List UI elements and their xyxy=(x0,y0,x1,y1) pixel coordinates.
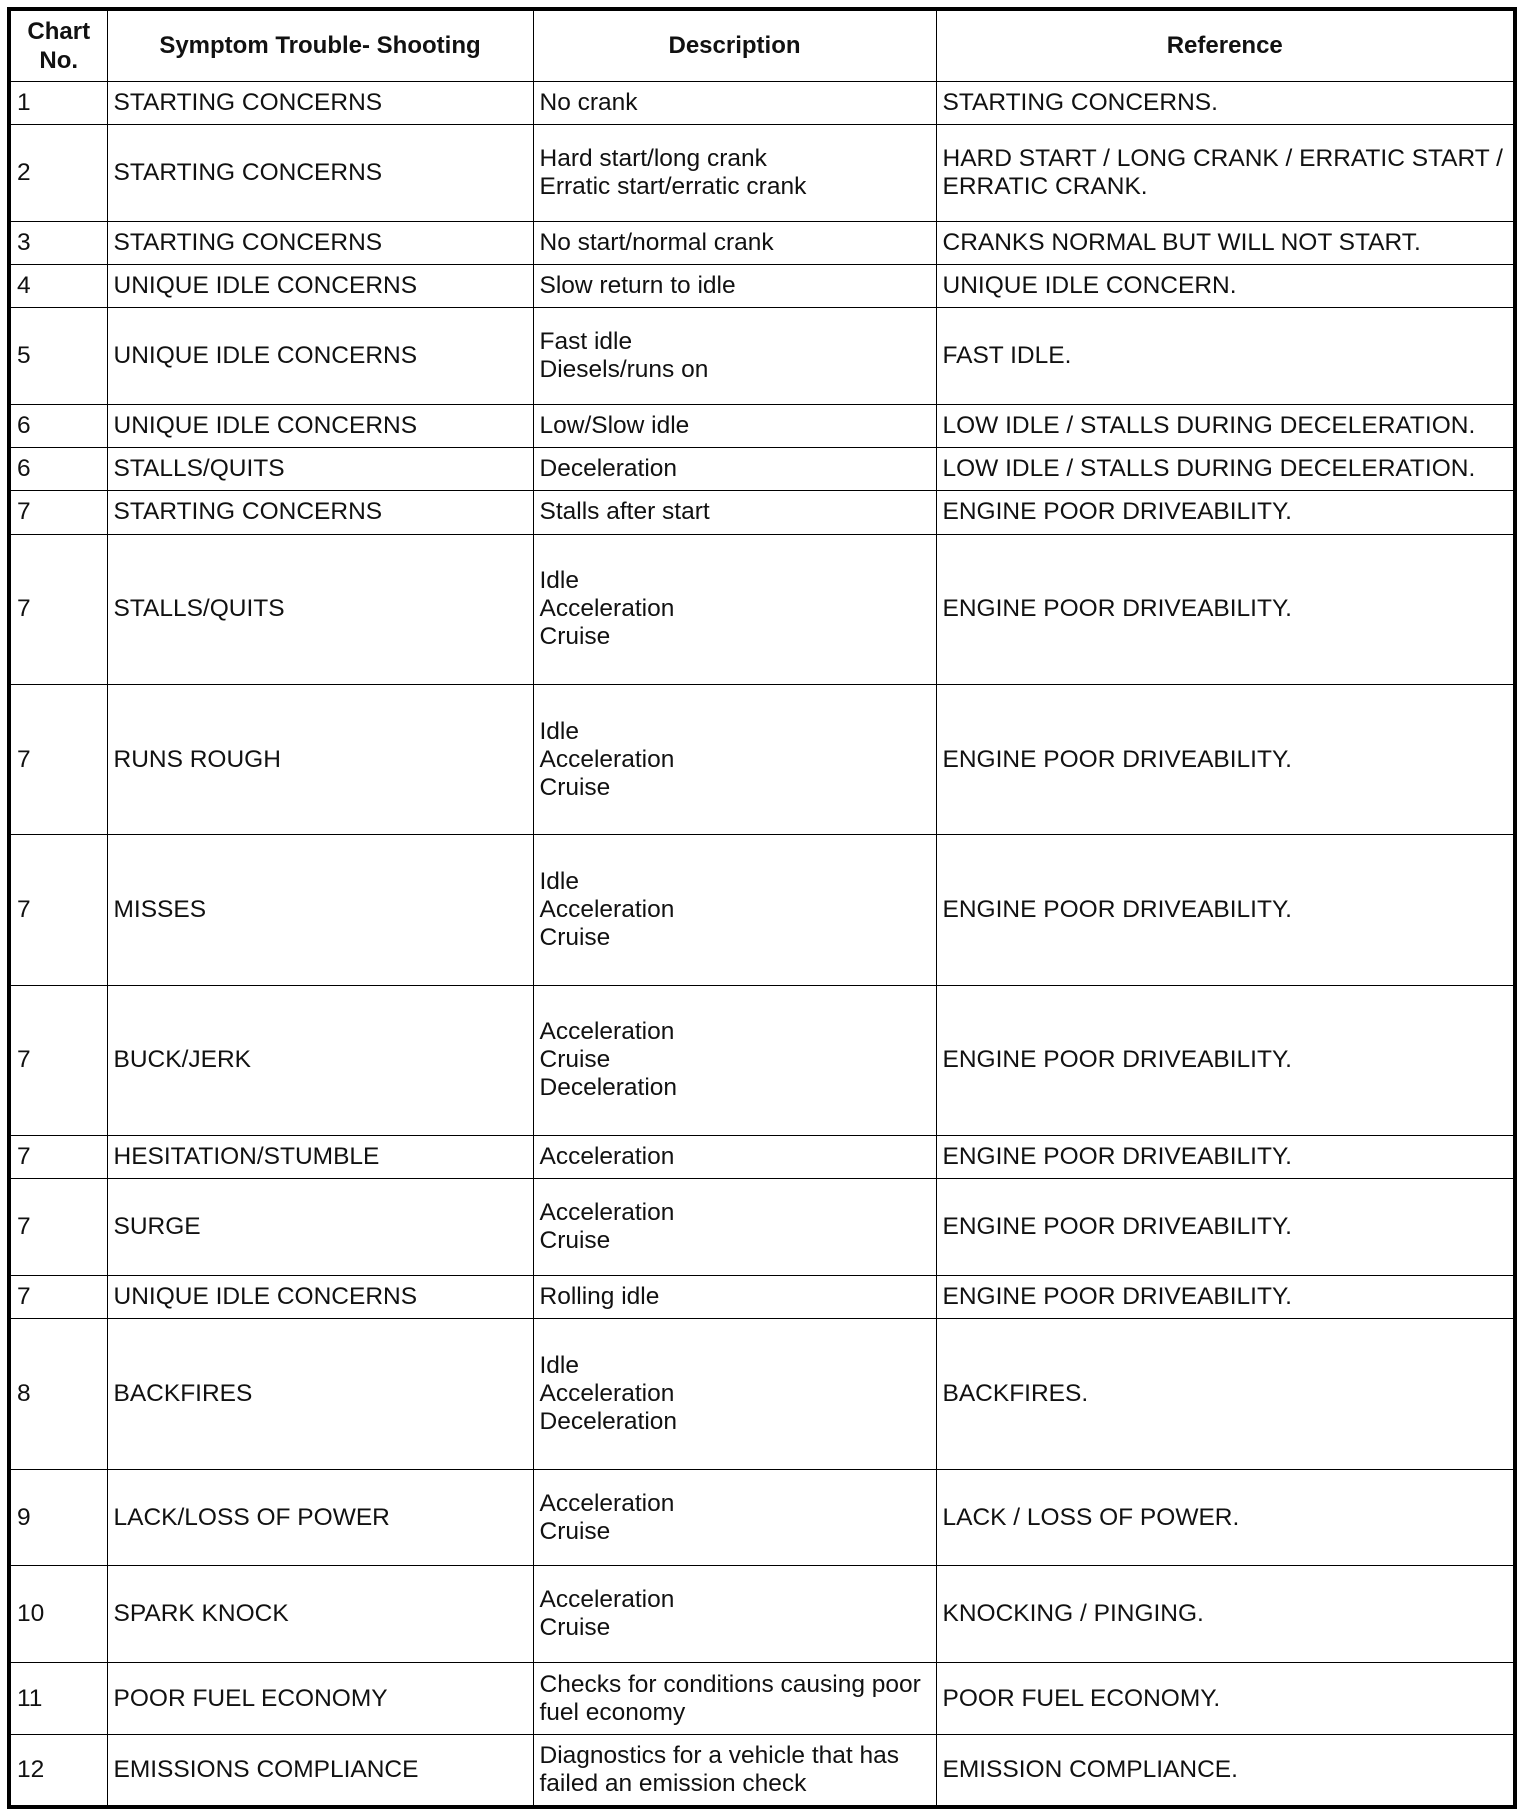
table-row xyxy=(9,684,1515,834)
description-cell: Idle Acceleration Cruise xyxy=(533,835,936,985)
description-cell: Rolling idle xyxy=(533,1276,936,1319)
table-row xyxy=(9,264,1515,307)
description-cell: Idle Acceleration Deceleration xyxy=(533,1319,936,1469)
table-row xyxy=(9,404,1515,447)
header-chart-no: Chart No. xyxy=(9,9,107,81)
symptom-cell: MISSES xyxy=(107,835,533,985)
description-cell: Checks for conditions causing poor fuel economy xyxy=(533,1663,936,1735)
symptom-cell: UNIQUE IDLE CONCERNS xyxy=(107,404,533,447)
symptom-cell: BUCK/JERK xyxy=(107,985,533,1135)
header-description: Description xyxy=(533,9,936,81)
reference-cell: FAST IDLE. xyxy=(936,308,1515,405)
reference-cell: ENGINE POOR DRIVEABILITY. xyxy=(936,985,1515,1135)
description-cell: Acceleration Cruise xyxy=(533,1566,936,1663)
symptom-cell: UNIQUE IDLE CONCERNS xyxy=(107,1276,533,1319)
reference-cell: LOW IDLE / STALLS DURING DECELERATION. xyxy=(936,404,1515,447)
chart-no-cell: 7 xyxy=(9,684,107,834)
symptom-cell: LACK/LOSS OF POWER xyxy=(107,1469,533,1566)
chart-no-cell: 2 xyxy=(9,124,107,221)
description-cell: Slow return to idle xyxy=(533,264,936,307)
symptom-cell: STARTING CONCERNS xyxy=(107,221,533,264)
symptom-cell: STARTING CONCERNS xyxy=(107,81,533,124)
description-cell: Deceleration xyxy=(533,448,936,491)
reference-cell: ENGINE POOR DRIVEABILITY. xyxy=(936,534,1515,684)
reference-cell: ENGINE POOR DRIVEABILITY. xyxy=(936,835,1515,985)
reference-cell: BACKFIRES. xyxy=(936,1319,1515,1469)
description-cell: Stalls after start xyxy=(533,491,936,534)
symptom-cell: UNIQUE IDLE CONCERNS xyxy=(107,264,533,307)
table-row xyxy=(9,491,1515,534)
chart-no-cell: 10 xyxy=(9,1566,107,1663)
chart-no-cell: 6 xyxy=(9,448,107,491)
description-cell: Idle Acceleration Cruise xyxy=(533,684,936,834)
reference-cell: HARD START / LONG CRANK / ERRATIC START / ERRATIC CRANK. xyxy=(936,124,1515,221)
table-body xyxy=(9,81,1515,1807)
description-cell: No crank xyxy=(533,81,936,124)
chart-no-cell: 5 xyxy=(9,308,107,405)
table-row xyxy=(9,1179,1515,1276)
chart-no-cell: 7 xyxy=(9,534,107,684)
reference-cell: ENGINE POOR DRIVEABILITY. xyxy=(936,684,1515,834)
reference-cell: EMISSION COMPLIANCE. xyxy=(936,1735,1515,1807)
reference-cell: ENGINE POOR DRIVEABILITY. xyxy=(936,1179,1515,1276)
table-row xyxy=(9,835,1515,985)
description-cell: Acceleration Cruise xyxy=(533,1469,936,1566)
chart-no-cell: 6 xyxy=(9,404,107,447)
table-row xyxy=(9,985,1515,1135)
reference-cell: ENGINE POOR DRIVEABILITY. xyxy=(936,1276,1515,1319)
reference-cell: POOR FUEL ECONOMY. xyxy=(936,1663,1515,1735)
table-row xyxy=(9,308,1515,405)
table-row xyxy=(9,221,1515,264)
symptom-cell: STALLS/QUITS xyxy=(107,534,533,684)
chart-no-cell: 8 xyxy=(9,1319,107,1469)
table-row xyxy=(9,124,1515,221)
table-row xyxy=(9,1566,1515,1663)
reference-cell: STARTING CONCERNS. xyxy=(936,81,1515,124)
reference-cell: ENGINE POOR DRIVEABILITY. xyxy=(936,491,1515,534)
table-row xyxy=(9,1135,1515,1178)
chart-no-cell: 4 xyxy=(9,264,107,307)
chart-no-cell: 9 xyxy=(9,1469,107,1566)
table-row xyxy=(9,1469,1515,1566)
chart-no-cell: 1 xyxy=(9,81,107,124)
description-cell: Idle Acceleration Cruise xyxy=(533,534,936,684)
symptom-cell: UNIQUE IDLE CONCERNS xyxy=(107,308,533,405)
chart-no-cell: 7 xyxy=(9,1276,107,1319)
symptom-cell: RUNS ROUGH xyxy=(107,684,533,834)
symptom-chart-table xyxy=(7,7,1517,1809)
table-row xyxy=(9,448,1515,491)
header-symptom: Symptom Trouble- Shooting xyxy=(107,9,533,81)
chart-no-cell: 11 xyxy=(9,1663,107,1735)
chart-no-cell: 7 xyxy=(9,1135,107,1178)
symptom-cell: STARTING CONCERNS xyxy=(107,491,533,534)
chart-no-cell: 7 xyxy=(9,835,107,985)
header-reference: Reference xyxy=(936,9,1515,81)
description-cell: Hard start/long crank Erratic start/erratic crank xyxy=(533,124,936,221)
symptom-cell: EMISSIONS COMPLIANCE xyxy=(107,1735,533,1807)
table-row xyxy=(9,534,1515,684)
symptom-cell: HESITATION/STUMBLE xyxy=(107,1135,533,1178)
symptom-cell: STALLS/QUITS xyxy=(107,448,533,491)
reference-cell: ENGINE POOR DRIVEABILITY. xyxy=(936,1135,1515,1178)
table-row xyxy=(9,81,1515,124)
symptom-cell: POOR FUEL ECONOMY xyxy=(107,1663,533,1735)
reference-cell: UNIQUE IDLE CONCERN. xyxy=(936,264,1515,307)
reference-cell: LOW IDLE / STALLS DURING DECELERATION. xyxy=(936,448,1515,491)
description-cell: No start/normal crank xyxy=(533,221,936,264)
symptom-cell: SPARK KNOCK xyxy=(107,1566,533,1663)
table-row xyxy=(9,1276,1515,1319)
table-row xyxy=(9,1663,1515,1735)
description-cell: Diagnostics for a vehicle that has failed an emission check xyxy=(533,1735,936,1807)
reference-cell: LACK / LOSS OF POWER. xyxy=(936,1469,1515,1566)
symptom-cell: BACKFIRES xyxy=(107,1319,533,1469)
table-row xyxy=(9,1319,1515,1469)
reference-cell: KNOCKING / PINGING. xyxy=(936,1566,1515,1663)
reference-cell: CRANKS NORMAL BUT WILL NOT START. xyxy=(936,221,1515,264)
symptom-cell: STARTING CONCERNS xyxy=(107,124,533,221)
symptom-cell: SURGE xyxy=(107,1179,533,1276)
chart-no-cell: 12 xyxy=(9,1735,107,1807)
table-row xyxy=(9,1735,1515,1807)
description-cell: Acceleration Cruise Deceleration xyxy=(533,985,936,1135)
chart-no-cell: 3 xyxy=(9,221,107,264)
description-cell: Acceleration xyxy=(533,1135,936,1178)
description-cell: Acceleration Cruise xyxy=(533,1179,936,1276)
chart-no-cell: 7 xyxy=(9,985,107,1135)
chart-no-cell: 7 xyxy=(9,1179,107,1276)
description-cell: Fast idle Diesels/runs on xyxy=(533,308,936,405)
table-header-row xyxy=(9,9,1515,81)
chart-no-cell: 7 xyxy=(9,491,107,534)
description-cell: Low/Slow idle xyxy=(533,404,936,447)
